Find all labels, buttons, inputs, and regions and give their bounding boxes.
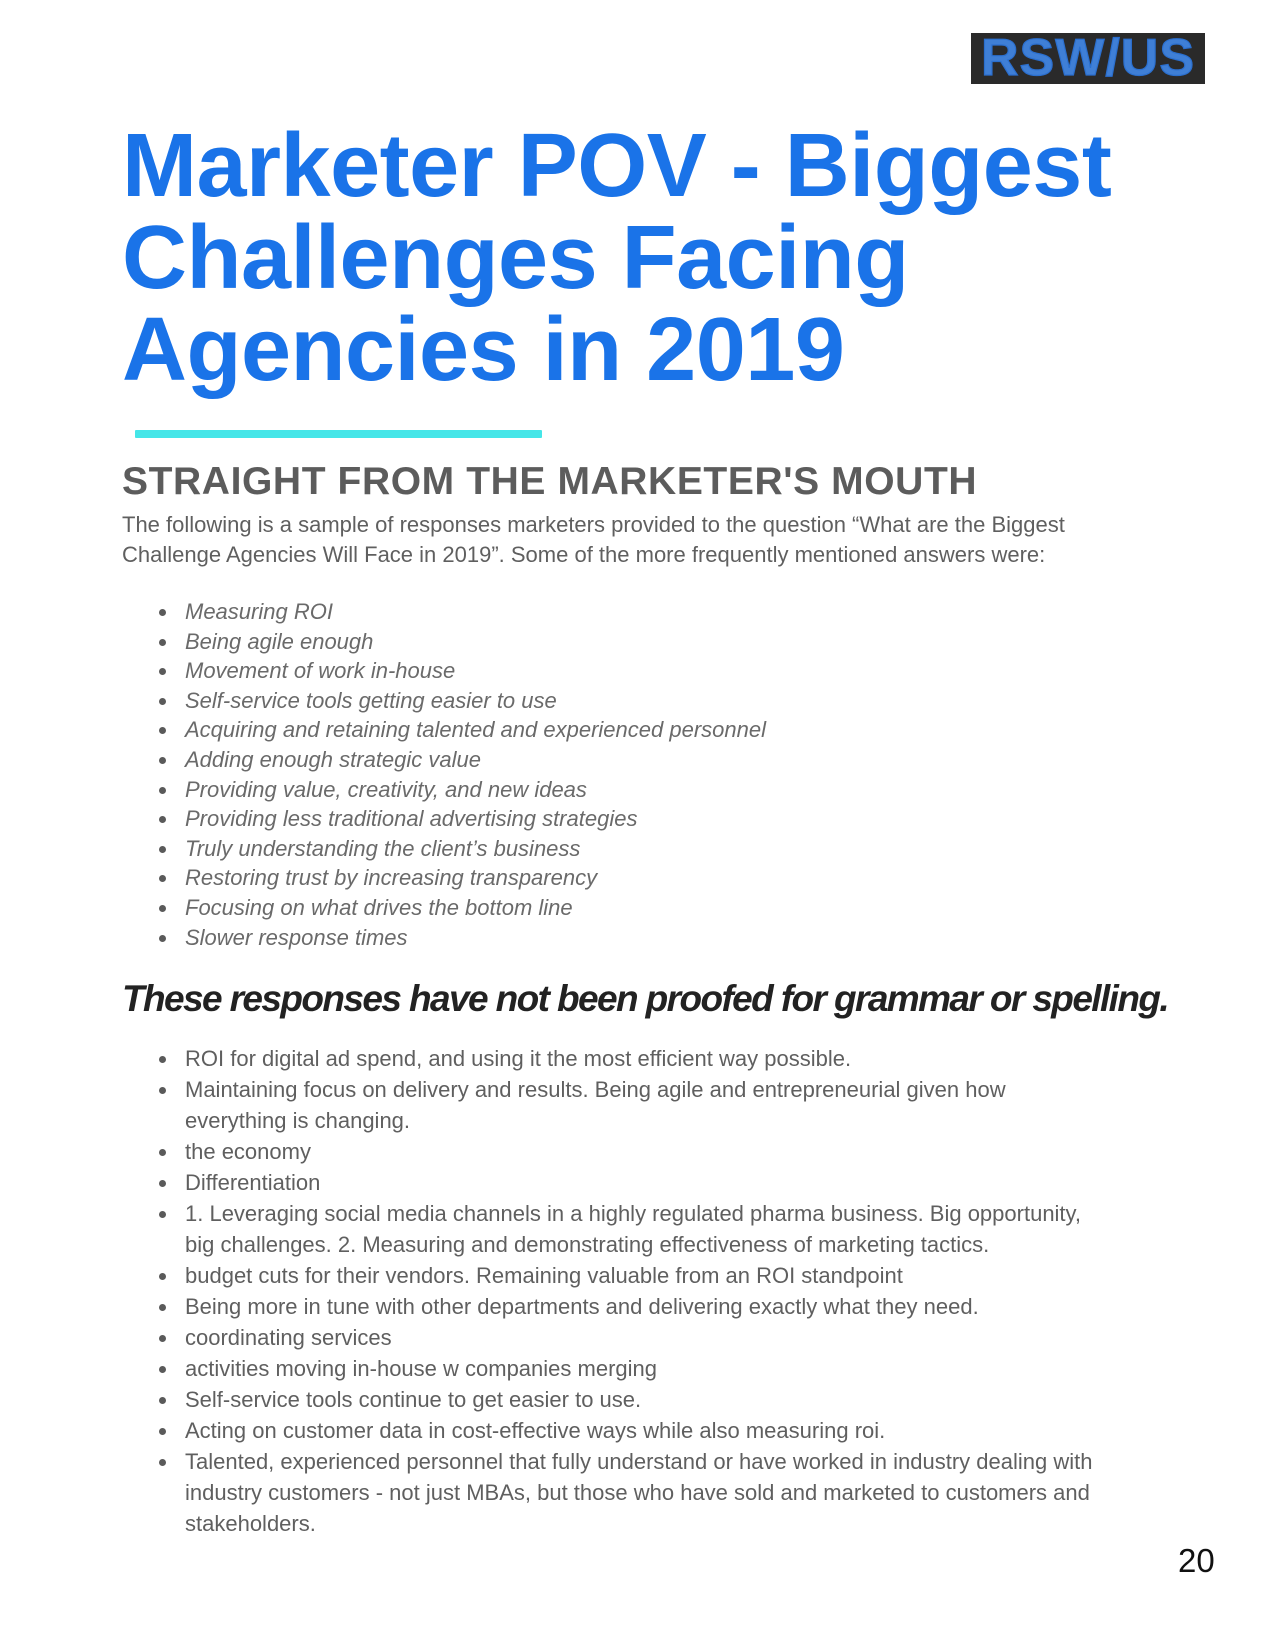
list-item: Acquiring and retaining talented and experienced personnel [185,715,1085,745]
list-item: Being agile enough [185,627,1085,657]
list-item: the economy [185,1136,1105,1167]
list-item: activities moving in-house w companies merging [185,1353,1105,1384]
page-number: 20 [1178,1542,1215,1579]
list-item: Measuring ROI [185,597,1085,627]
list-item: budget cuts for their vendors. Remaining valuable from an ROI standpoint [185,1260,1105,1291]
list-item: Movement of work in-house [185,656,1085,686]
accent-divider [135,430,542,438]
list-item: Talented, experienced personnel that fully understand or have worked in industry dealing with industry customers - not just MBAs, but those who have sold and marketed to customers and stakeholders. [185,1446,1105,1539]
disclaimer-heading: These responses have not been proofed for grammar or spelling. [122,978,1169,1019]
list-item: Acting on customer data in cost-effective ways while also measuring roi. [185,1415,1105,1446]
page-title: Marketer POV - Biggest Challenges Facing Agencies in 2019 [122,116,1112,400]
list-item: Self-service tools continue to get easier to use. [185,1384,1105,1415]
list-item: Being more in tune with other departments and delivering exactly what they need. [185,1291,1105,1322]
list-item: 1. Leveraging social media channels in a highly regulated pharma business. Big opportunity, big challenges. 2. Measuring and demonstrating effectiveness of marketing tactics. [185,1198,1105,1260]
list-item: Differentiation [185,1167,1105,1198]
list-item: Providing value, creativity, and new ideas [185,775,1085,805]
list-item: Focusing on what drives the bottom line [185,893,1085,923]
list-item: Slower response times [185,923,1085,953]
list-item: Providing less traditional advertising strategies [185,804,1085,834]
intro-paragraph: The following is a sample of responses marketers provided to the question “What are the Biggest Challenge Agencies Will Face in 2019”. Some of the more frequently mentioned answers were: [122,512,1065,567]
list-item: ROI for digital ad spend, and using it the most efficient way possible. [185,1043,1105,1074]
logo-text: RSW/US [981,33,1195,84]
list-item: Adding enough strategic value [185,745,1085,775]
section-heading: STRAIGHT FROM THE MARKETER'S MOUTH [122,460,978,503]
rsw-us-logo [971,33,1205,84]
frequent-answers-list [185,597,1085,952]
list-item: Self-service tools getting easier to use [185,686,1085,716]
list-item: coordinating services [185,1322,1105,1353]
responses-list [185,1043,1105,1539]
list-item: Restoring trust by increasing transparency [185,863,1085,893]
list-item: Maintaining focus on delivery and results. Being agile and entrepreneurial given how everything is changing. [185,1074,1105,1136]
list-item: Truly understanding the client’s business [185,834,1085,864]
